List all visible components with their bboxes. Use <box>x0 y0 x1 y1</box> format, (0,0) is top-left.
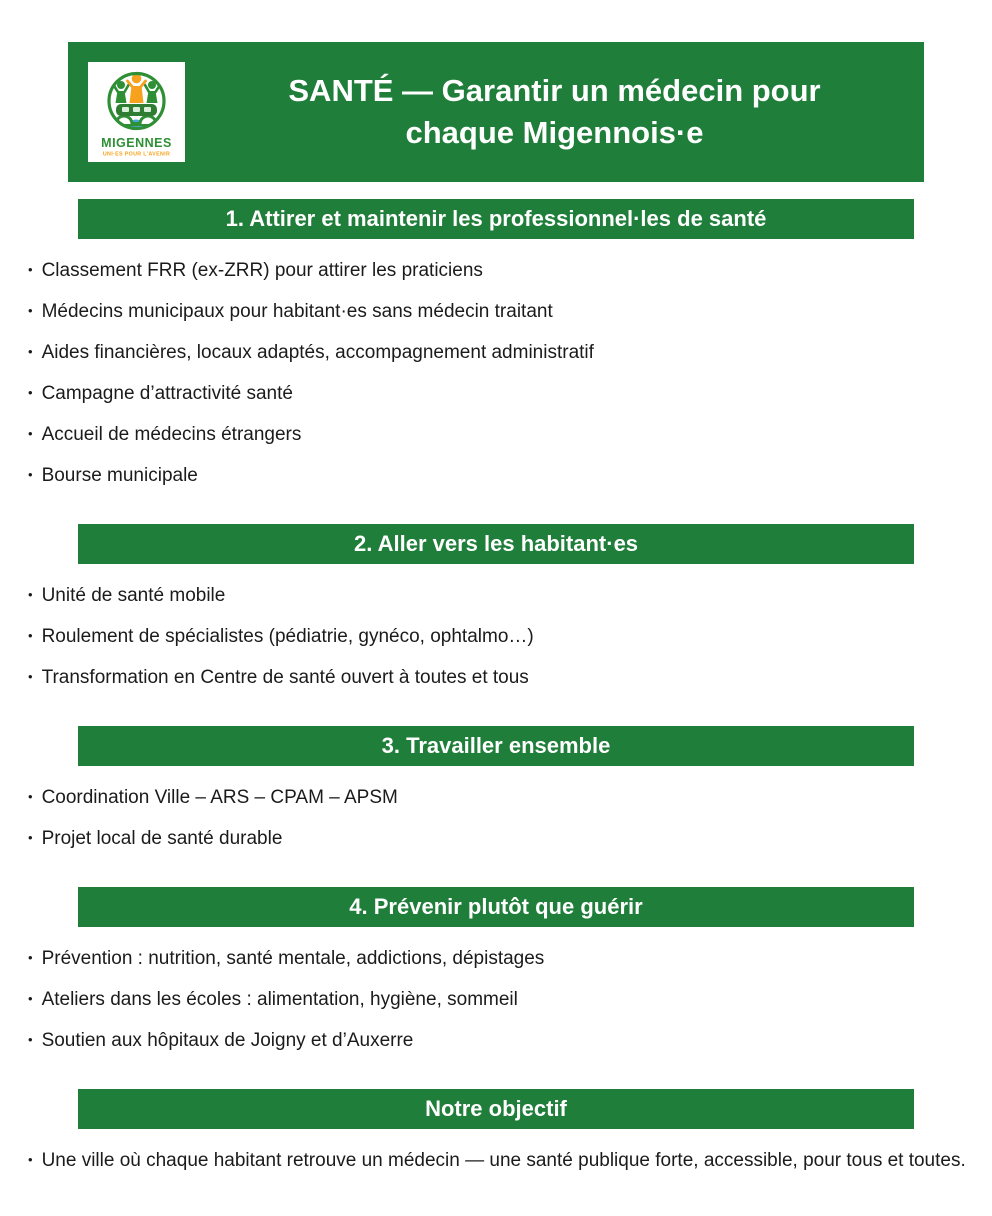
bullet-icon: • <box>28 1032 33 1047</box>
list-item-text: Accueil de médecins étrangers <box>41 424 302 445</box>
bullet-icon: • <box>28 262 33 277</box>
list-item-text: Roulement de spécialistes (pédiatrie, gynéco, ophtalmo…) <box>41 626 534 647</box>
bullet-icon: • <box>28 344 33 359</box>
list-item <box>28 1147 972 1174</box>
logo-tagline: UNI·ES POUR L’AVENIR <box>102 151 171 158</box>
section-3-list <box>0 766 992 870</box>
bullet-icon: • <box>28 789 33 804</box>
bullet-icon: • <box>28 303 33 318</box>
list-item-text: Transformation en Centre de santé ouvert à toutes et tous <box>41 667 529 688</box>
list-item <box>28 664 972 691</box>
list-item <box>28 462 972 489</box>
bullet-icon: • <box>28 1152 33 1167</box>
list-item-text: Classement FRR (ex-ZRR) pour attirer les praticiens <box>41 260 483 281</box>
objectif-list <box>0 1129 992 1192</box>
list-item <box>28 623 972 650</box>
bullet-icon: • <box>28 830 33 845</box>
list-item-text: Médecins municipaux pour habitant·es sans médecin traitant <box>41 301 553 322</box>
bullet-icon: • <box>28 991 33 1006</box>
section-heading-objectif: Notre objectif <box>78 1089 914 1129</box>
section-1-list <box>0 239 992 507</box>
list-item-text: Unité de santé mobile <box>41 585 226 606</box>
list-item <box>28 582 972 609</box>
bullet-icon: • <box>28 426 33 441</box>
bullet-icon: • <box>28 669 33 684</box>
logo-name: MIGENNES <box>101 136 172 150</box>
list-item <box>28 339 972 366</box>
list-item <box>28 421 972 448</box>
list-item-text: Campagne d’attractivité santé <box>41 383 293 404</box>
page-title <box>185 70 924 154</box>
list-item-text: Soutien aux hôpitaux de Joigny et d’Auxerre <box>41 1030 414 1051</box>
list-item-text: Une ville où chaque habitant retrouve un médecin — une santé publique forte, accessible, pour tous et toutes. <box>41 1150 966 1171</box>
document-header <box>68 42 924 182</box>
bullet-icon: • <box>28 950 33 965</box>
section-heading-2: 2. Aller vers les habitant·es <box>78 524 914 564</box>
list-item-text: Bourse municipale <box>41 465 198 486</box>
list-item <box>28 825 972 852</box>
section-heading-3: 3. Travailler ensemble <box>78 726 914 766</box>
bullet-icon: • <box>28 628 33 643</box>
list-item-text: Projet local de santé durable <box>41 828 283 849</box>
list-item <box>28 298 972 325</box>
page-title-line1: SANTÉ — Garantir un médecin pour <box>288 73 821 108</box>
migennes-logo-emblem-icon <box>88 62 185 162</box>
list-item-text: Prévention : nutrition, santé mentale, addictions, dépistages <box>41 948 545 969</box>
migennes-logo <box>88 62 185 162</box>
bullet-icon: • <box>28 385 33 400</box>
section-4-list <box>0 927 992 1072</box>
section-heading-4: 4. Prévenir plutôt que guérir <box>78 887 914 927</box>
section-heading-1: 1. Attirer et maintenir les professionnel·les de santé <box>78 199 914 239</box>
bullet-icon: • <box>28 587 33 602</box>
list-item <box>28 257 972 284</box>
list-item <box>28 986 972 1013</box>
list-item <box>28 945 972 972</box>
section-2-list <box>0 564 992 709</box>
list-item <box>28 380 972 407</box>
list-item <box>28 1027 972 1054</box>
list-item <box>28 784 972 811</box>
list-item-text: Aides financières, locaux adaptés, accompagnement administratif <box>41 342 594 363</box>
list-item-text: Ateliers dans les écoles : alimentation, hygiène, sommeil <box>41 989 518 1010</box>
bullet-icon: • <box>28 467 33 482</box>
page-title-line2: chaque Migennois·e <box>405 115 704 150</box>
list-item-text: Coordination Ville – ARS – CPAM – APSM <box>41 787 398 808</box>
